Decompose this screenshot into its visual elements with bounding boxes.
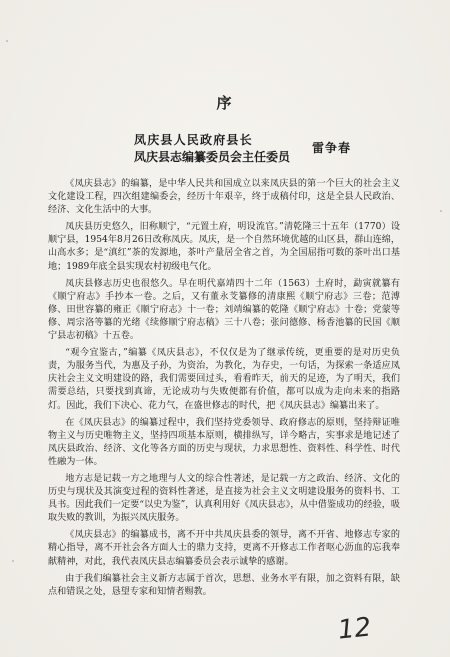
page-number: 12 <box>336 612 373 646</box>
paragraph: 《凤庆县志》的编纂，是中华人民共和国成立以来凤庆县的第一个巨大的社会主义文化建设工程，四次组建编委会，经历十年艰辛，终于成稿付印，这是全县人民政治、经济、文化生活中的大事。 <box>48 179 400 216</box>
signature-organizations <box>134 132 304 166</box>
paragraph: 由于我们编纂社会主义新方志属于首次，思想、业务水平有限，加之资料有限，缺点和错误之处，恳望专家和知情者赐教。 <box>48 573 400 597</box>
signature-org-line-2: 凤庆县志编纂委员会主任委员 <box>134 150 291 164</box>
page-title: 序 <box>216 94 234 112</box>
scan-speck <box>6 40 8 42</box>
signature-author: 雷争春 <box>312 141 352 155</box>
preface-body <box>48 178 400 603</box>
paragraph: 凤庆县历史悠久，旧称顺宁，“元置土府，明设流官。”清乾隆三十五年（1770）设顺宁县，1954年8月26日改称凤庆。凤庆，是一个自然环境优越的山区县，群山连绵，山高水多；是“滇红”茶的发源地，茶叶产量居全省之首，为全国屈指可数的茶叶出口基地；1989年底全县实现农村初级电气化。 <box>48 222 400 272</box>
paragraph: 地方志是记载一方之地理与人文的综合性著述，是记载一方之政治、经济、文化的历史与现状及其演变过程的资料性著述，是直接为社会主义文明建设服务的资料书、工具书。因此我们一定要“以史为鉴”，认真利用好《凤庆县志》，从中借鉴成功的经验，吸取失败的教训，为振兴凤庆服务。 <box>48 473 400 524</box>
preface-signature <box>134 132 374 168</box>
paragraph: 在《凤庆县志》的编纂过程中，我们坚持党委领导、政府修志的原则，坚持辩证唯物主义与历史唯物主义，坚持四项基本原则，横排纵写，详今略古，实事求是地记述了凤庆县政治、经济、文化等各方面的历史与现状，力求思想性、资料性、科学性、时代性融为一体。 <box>48 417 400 467</box>
paragraph: “观今宜鉴古，”编纂《凤庆县志》，不仅仅是为了继承传统，更重要的是对历史负责，为服务当代，为惠及子孙，为资治，为教化，为存史，一句话，为探索一条适应凤庆社会主义文明建设的路，我们需要回过头，看看昨天，前天的足迹，为了明天，我们需要总结，只要找到真谛，无论成功与失败便都有价值，都可以成为走向未来的指路灯。因此，我们下决心、花力气，在盛世修志的时代，把《凤庆县志》编纂出来了。 <box>48 348 400 411</box>
signature-org-line-1: 凤庆县人民政府县长 <box>134 133 253 147</box>
scan-speck <box>12 560 14 562</box>
paragraph: 《凤庆县志》的编纂成书，离不开中共凤庆县委的领导，离不开省、地修志专家的精心指导，离不开社会各方面人士的鼎力支持，更离不开修志工作者呕心沥血的忘我奉献精神，对此，我代表凤庆县志编纂委员会表示诚挚的感谢。 <box>48 530 400 567</box>
paragraph: 凤庆县修志历史也很悠久。早在明代嘉靖四十二年（1563）土府时，勐寅就纂有《顺宁府志》手抄本一卷。之后，又有董永芠纂修的清康熙《顺宁府志》三卷；范溥修、田世容纂的雍正《顺宁府志》十一卷；刘靖编纂的乾隆《顺宁府志》十卷；党蒙等修、周宗洛等纂的光绪《续修顺宁府志稿》三十八卷；张问德修、杨香池纂的民国《顺宁县志初稿》十五卷。 <box>48 278 400 342</box>
scan-speck <box>440 210 442 212</box>
